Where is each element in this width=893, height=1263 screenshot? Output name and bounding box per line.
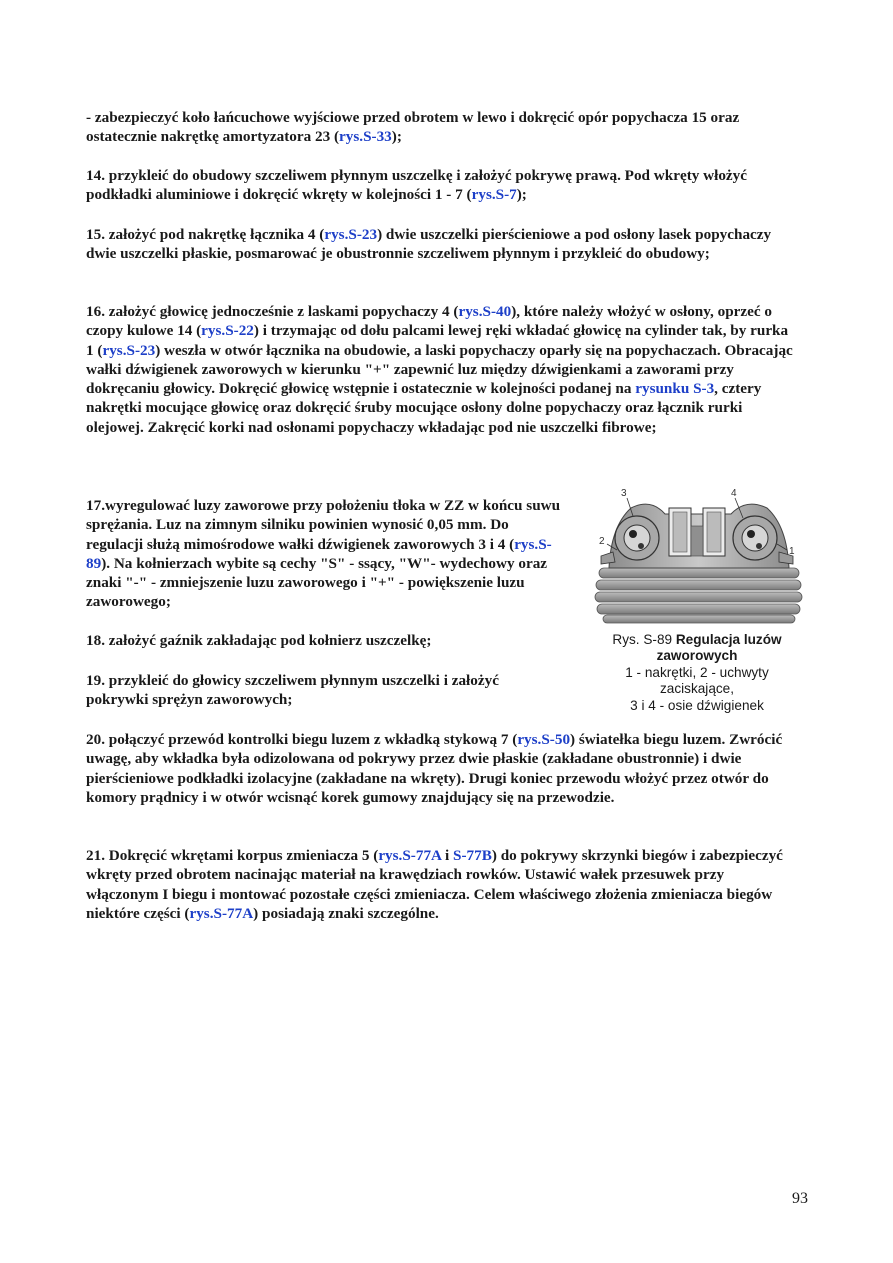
text-run: ) posiadają znaki szczególne. [253, 904, 439, 922]
text-run: 14. przykleić do obudowy szczeliwem płynnym uszczelkę i założyć pokrywę prawą. Pod wkręty włożyć podkładki aluminiowe i dokręcić wkręty w kolejności 1 - 7 ( [86, 167, 747, 204]
text-run: ) światełka biegu luzem. Zwrócić uwagę, aby wkładka była odizolowana od pokrywy przez dwie płaskie (zakładane obustronnie) i dwie pierścieniowe podkładki izolacyjne (zakładane na wkręty). Drugi koniec przewodu włożyć przez otwór do komory prądnicy i w otwór wcisnąć korek gumowy znajdujący się na przewodzie. [86, 731, 783, 806]
paragraph-step-20 [86, 730, 798, 807]
text-run: 21. Dokręcić wkrętami korpus zmieniacza 5 ( [86, 847, 379, 864]
text-run: 16. założyć głowicę jednocześnie z laskami popychaczy 4 ( [86, 303, 459, 320]
figure-link[interactable]: rys.S-33 [339, 128, 392, 146]
text-run: ); [516, 186, 527, 204]
text-run: 20. połączyć przewód kontrolki biegu luzem z wkładką stykową 7 ( [86, 731, 518, 748]
text-run: ) i trzymając od dołu palcami lewej ręki wkładać głowicę na cylinder tak, by rurka 1 ( [86, 322, 789, 359]
page-number: 93 [792, 1190, 808, 1207]
right-rocker-housing [733, 516, 777, 560]
paragraph-step-21 [86, 846, 798, 923]
text-run: ) do pokrywy skrzynki biegów i zabezpieczyć wkręty przed obrotem nacinając materiał na krawędziach rowków. Ustawić wałek przesuwek przy włączonym I biegu i montować pozostałe części zmieniacza. Celem właściwego złożenia zmieniacza biegów niektóre części ( [86, 847, 783, 922]
figure-link[interactable]: rys.S-23 [324, 226, 378, 243]
text-run: 19. przykleić do głowicy szczeliwem płynnym uszczelki i założyć pokrywki sprężyn zaworowych; [86, 672, 499, 709]
paragraph-step-17 [86, 496, 566, 612]
cylinder-head-illustration [591, 486, 804, 626]
caption-title: Regulacja luzów zaworowych [656, 632, 782, 664]
figure-link[interactable]: rys.S-89 [86, 535, 552, 572]
text-run: ) weszła w otwór łącznika na obudowie, a laski popychaczy oparły się na popychaczach. Obracając wałki dźwigienek zaworowych w kierunku "+" zapewnić luz między dźwigienkami a zaworami przy dokręcaniu głowicy. Dokręcić głowicę wstępnie i ostatecznie w kolejności podanej na [86, 341, 793, 398]
caption-legend-line: 3 i 4 - osie dźwigienek [630, 697, 764, 713]
cooling-fins [595, 568, 802, 623]
figure-link[interactable]: rys.S-77A [378, 847, 442, 864]
text-run: - zabezpieczyć koło łańcuchowe wyjściowe przed obrotem w lewo i dokręcić opór popychacza 15 oraz ostatecznie nakrętkę amortyzatora 23 ( [86, 109, 740, 146]
callout-3: 3 [621, 488, 627, 499]
paragraph-step-19 [86, 671, 536, 710]
text-run: i [441, 847, 454, 864]
left-rocker-housing [615, 516, 659, 560]
figure-link[interactable]: rys.S-22 [201, 322, 254, 340]
figure-link[interactable]: rys.S-50 [517, 731, 571, 748]
figure-caption [588, 632, 806, 714]
callout-4: 4 [731, 488, 737, 499]
callout-1: 1 [789, 546, 795, 557]
paragraph-step-14 [86, 166, 798, 205]
text-run: 17.wyregulować luzy zaworowe przy położeniu tłoka w ZZ w końcu suwu sprężania. Luz na zimnym silniku powinien wynosić 0,05 mm. Do regulacji służą mimośrodowe wałki dźwigienek zaworowych 3 i 4 ( [86, 497, 561, 553]
paragraph-step-18 [86, 631, 566, 650]
text-run: 15. założyć pod nakrętkę łącznika 4 ( [86, 226, 325, 243]
caption-legend-line: 1 - nakrętki, 2 - uchwyty zaciskające, [625, 664, 769, 697]
text-run: ). Na kołnierzach wybite są cechy "S" - ssący, "W"- wydechowy oraz znaki "-" - zmniejszenie luzu zaworowego i "+" - powiększenie luzu zaworowego; [86, 554, 548, 611]
caption-prefix: Rys. S-89 [612, 632, 676, 647]
paragraph-step-15 [86, 225, 798, 264]
figure-link[interactable]: rys.S-77A [189, 904, 254, 922]
figure-link[interactable]: rysunku S-3 [635, 380, 715, 398]
paragraph-intro [86, 108, 798, 147]
figure-link[interactable]: S-77B [453, 847, 492, 864]
text-run: ), które należy włożyć w osłony, oprzeć o czopy kulowe 14 ( [86, 303, 772, 340]
text-run: ); [391, 128, 402, 146]
text-run: 18. założyć gaźnik zakładając pod kołnierz uszczelkę; [86, 632, 432, 649]
figure-link[interactable]: rys.S-23 [102, 341, 156, 359]
text-run: , cztery nakrętki mocujące głowicę oraz dokręcić śruby mocujące osłony dolne popychaczy oraz łącznik rurki olejowej. Zakręcić korki nad osłonami popychaczy wkładając pod nie uszczelki fibrowe; [86, 380, 762, 436]
figure-link[interactable]: rys.S-7 [471, 186, 517, 204]
paragraph-step-16 [86, 302, 798, 437]
text-run: ) dwie uszczelki pierścieniowe a pod osłony lasek popychaczy dwie uszczelki płaskie, posmarować je obustronnie szczeliwem płynnym i przykleić do obudowy; [86, 226, 772, 263]
caption-title-line [588, 632, 806, 665]
callout-2: 2 [599, 536, 605, 547]
figure-link[interactable]: rys.S-40 [458, 303, 512, 320]
